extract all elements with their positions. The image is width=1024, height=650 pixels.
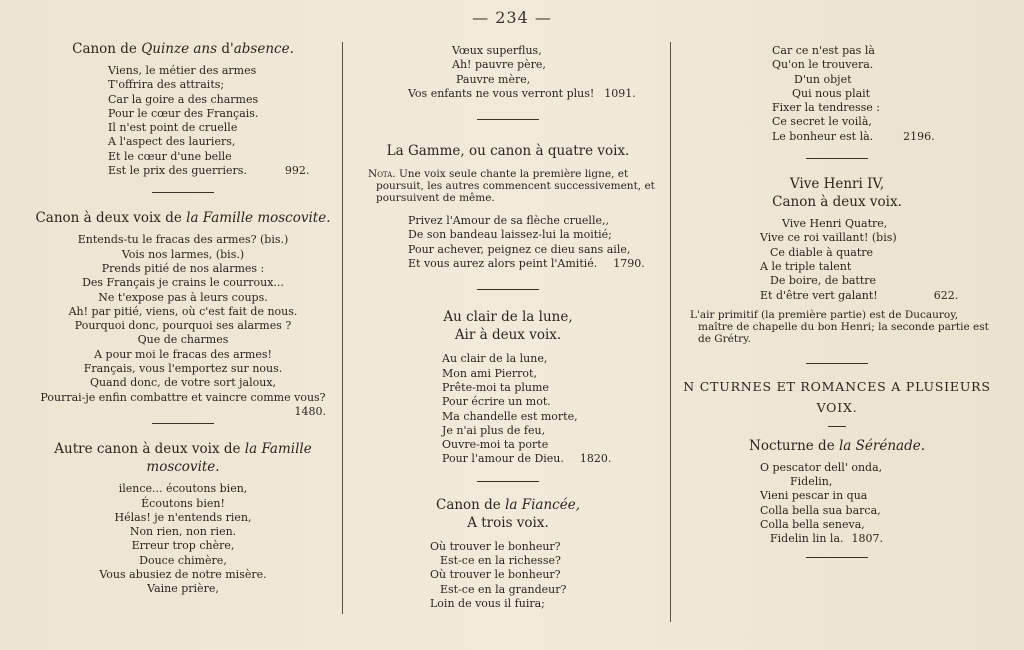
verse-la-fiancee: Où trouver le bonheur? Est-ce en la richesse? Où trouver le bonheur? Est-ce en la grandeur? Loin de vous il fuira;: [430, 539, 567, 610]
column-divider-right: [670, 42, 671, 622]
section-separator: [806, 363, 868, 364]
song-number: 1807.: [851, 532, 884, 546]
verse-continuation-fiancee: Car ce n'est pas là Qu'on le trouvera. D'un objet Qui nous plait Fixer la tendresse : Ce secret le voilà, Le bonheur est là. 2196.: [680, 44, 994, 144]
column-divider-left: [342, 42, 343, 614]
song-number: 992.: [284, 164, 310, 178]
column-middle: [350, 40, 666, 618]
song-title-nocturne-serenade: Nocturne de la Sérénade.: [749, 437, 925, 454]
song-title-la-fiancee: Canon de la Fiancée,: [435, 496, 581, 513]
section-separator: [477, 119, 539, 120]
verse-famille-moscovite: Entends-tu le fracas des armes? (bis.) Vois nos larmes, (bis.) Prends pitié de nos alarmes : Des Français je crains le courroux... Ne t'expose pas à leurs coups. Ah! par pitié, viens, où c'est fait de nous. Pourquoi donc, pourquoi ses alarmes ? Que de charmes A pour moi le fracas des armes! Français, vous l'emportez sur nous. Quand donc, de votre sort jaloux, Pourrai-je enfin combattre et vaincre comme vous? 1480.: [30, 233, 336, 419]
song-number: 1790.: [613, 257, 645, 271]
nota-paragraph: Nota. Une voix seule chante la première ligne, et poursuit, les autres commencent successivement, et poursuivent de même.: [368, 168, 655, 205]
verse-line-with-number: Pour l'amour de Dieu. 1820.: [442, 452, 612, 466]
song-number: 1480.: [294, 404, 326, 418]
verse-clair-de-lune: Au clair de la lune, Mon ami Pierrot, Prête-moi ta plume Pour écrire un mot. Ma chandelle est morte, Je n'ai plus de feu, Ouvre-moi ta porte Pour l'amour de Dieu. 1820.: [350, 352, 666, 466]
verse-line-with-number: Et vous aurez alors peint l'Amitié. 1790.: [408, 257, 645, 271]
song-number: 2196.: [903, 129, 935, 143]
song-title-la-gamme: La Gamme, ou canon à quatre voix.: [386, 143, 630, 160]
section-separator: [152, 192, 214, 193]
section-separator: [152, 423, 214, 424]
column-left: [30, 40, 336, 618]
section-separator: [477, 481, 539, 482]
song-number: 1091.: [604, 86, 636, 100]
verse-line-with-number: Vos enfants ne vous verront plus! 1091.: [408, 86, 636, 100]
verse-line-with-number: Le bonheur est là. 2196.: [772, 129, 935, 143]
verse-autre-canon: ilence... écoutons bien, Écoutons bien! Hélas! je n'entends rien, Non rien, non rien. Erreur trop chère, Douce chimère, Vous abusiez de notre misère. Vaine prière,: [99, 482, 267, 596]
song-title-famille-moscovite: Canon à deux voix de la Famille moscovite.: [35, 210, 331, 227]
page-number: — 234 —: [472, 8, 552, 27]
song-number: 1820.: [579, 452, 612, 466]
verse-line-with-number: Et d'être vert galant! 622.: [760, 288, 959, 302]
verse-line-with-number: Fidelin lin la. 1807.: [770, 532, 884, 546]
section-heading: N CTURNES ET ROMANCES A PLUSIEURS VOIX.: [683, 378, 991, 415]
verse-continuation: Vœux superflus, Ah! pauvre père, Pauvre mère, Vos enfants ne vous verront plus! 1091.: [350, 44, 666, 101]
song-subtitle-vive-henri: Canon à deux voix.: [772, 194, 902, 211]
section-separator: [806, 557, 868, 558]
song-title-quinze-ans: Canon de Quinze ans d'absence.: [72, 41, 294, 57]
verse-la-gamme: Privez l'Amour de sa flèche cruelle,, De son bandeau laissez-lui la moitié; Pour achever, peignez ce dieu sans aile, Et vous aurez alors peint l'Amitié. 1790.: [350, 214, 666, 271]
verse-nocturne-serenade: O pescator dell' onda, Fidelin, Vieni pescar in qua Colla bella sua barca, Colla bella seneva, Fidelin lin la. 1807.: [680, 461, 994, 547]
heading-separator: [828, 426, 846, 427]
attribution-note: L'air primitif (la première partie) est de Ducauroy, maître de chapelle du bon Henri; la seconde partie est de Grétry.: [690, 308, 989, 345]
song-title-autre-canon: Autre canon à deux voix de la Famille moscovite.: [54, 441, 312, 476]
song-number: 622.: [933, 288, 959, 302]
column-right: [680, 40, 994, 618]
section-separator: [477, 289, 539, 290]
verse-vive-henri: Vive Henri Quatre, Vive ce roi vaillant! (bis) Ce diable à quatre A le triple talent De boire, de battre Et d'être vert galant! 622.: [680, 217, 994, 303]
song-title-vive-henri: Vive Henri IV,: [789, 176, 885, 193]
verse-line-with-number: Est le prix des guerriers. 992.: [108, 164, 310, 178]
song-subtitle-la-fiancee: A trois voix.: [467, 514, 549, 531]
section-separator: [806, 158, 868, 159]
verse-quinze-ans: Viens, le métier des armes T'offrira des attraits; Car la goire a des charmes Pour le cœur des Français. Il n'est point de cruelle A l'aspect des lauriers, Et le cœur d'une belle Est le prix des guerriers. 992.: [30, 64, 336, 178]
song-title-clair-de-lune: Au clair de la lune,: [443, 309, 573, 326]
song-subtitle-clair-de-lune: Air à deux voix.: [454, 327, 562, 344]
